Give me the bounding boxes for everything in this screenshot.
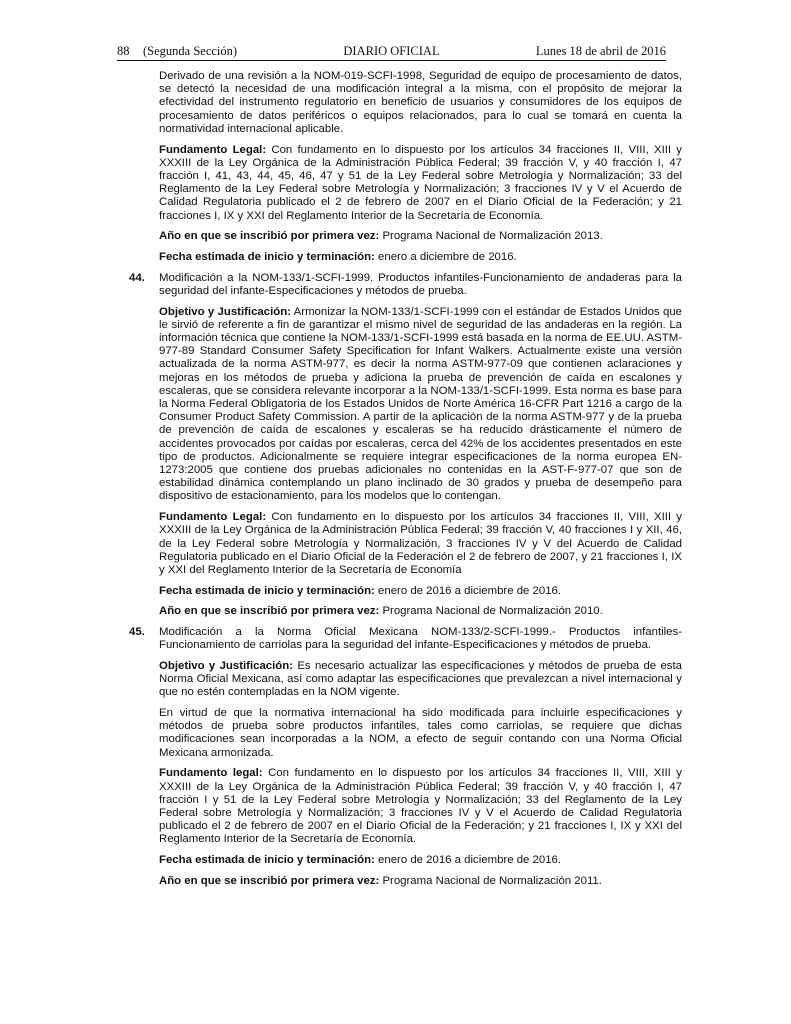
fundamento-label: Fundamento Legal: bbox=[159, 143, 267, 156]
page-number: 88 bbox=[117, 44, 130, 58]
item-44-fecha bbox=[159, 585, 682, 598]
item-44-objetivo bbox=[159, 306, 682, 504]
fundamento-label: Fundamento legal: bbox=[159, 767, 263, 780]
item-44-title bbox=[129, 271, 682, 298]
anio-text: Programa Nacional de Normalización 2013. bbox=[379, 230, 603, 243]
item-45-fundamento bbox=[159, 767, 682, 846]
objetivo-text: Es necesario actualizar las especificaciones y métodos de prueba de esta Norma Oficial Mexicana, así como adaptar las especificaciones que prevalezcan a nivel internacional y que no estén contempladas en la NOM vigente. bbox=[159, 659, 682, 699]
item-title: Modificación a la NOM-133/1-SCFI-1999. Productos infantiles-Funcionamiento de andaderas para la seguridad del infante-Especificaciones y métodos de prueba. bbox=[159, 271, 682, 297]
fecha-label: Fecha estimada de inicio y terminación: bbox=[159, 584, 375, 597]
issue-date: Lunes 18 de abril de 2016 bbox=[535, 44, 666, 58]
intro-fundamento bbox=[159, 144, 682, 223]
item-45-anio bbox=[159, 875, 682, 888]
anio-text: Programa Nacional de Normalización 2011. bbox=[379, 874, 602, 887]
objetivo-text: Armonizar la NOM-133/1-SCFI-1999 con el estándar de Estados Unidos que le sirvió de referente a fin de garantizar el mismo nivel de seguridad de las andaderas en la región. La información técnica que contiene la NOM-133/1-SCFI-1999 está basada en la norma de EE.UU. ASTM-977-89 Standard Consumer Safety Specification for Infant Walkers. Actualmente existe una versión actualizada de la norma ASTM-977, es decir la norma ASTM-977-09 que contienen aclaraciones y mejoras en los métodos de prueba y adiciona la prueba de prevención de caída en escalones y escaleras, que se considera relevante incorporar a la NOM-133/1-SCFI-1999. Esta norma es base para la Norma Federal Obligatoria de los Estados Unidos de Norte América 16-CFR Part 1216 a cargo de la Consumer Product Safety Commission. A partir de la aplicación de la norma ASTM-977 y de la prueba de prevención de caída de escalones y escaleras se ha reducido drásticamente el número de accidentes provocados por caídas por escaleras, cerca del 42% de los accidentes presentados en este tipo de productos. Adicionalmente se requiere integrar especificaciones de la norma europea EN-1273:2005 que contiene dos pruebas adicionales no contenidas en la AST-F-977-07 que son de estabilidad dinámica contemplando un plano inclinado de 30 grados y prueba de desempeño para dispositivo de estacionamiento, para los modelos que lo contengan. bbox=[159, 305, 682, 503]
anio-label: Año en que se inscribió por primera vez: bbox=[159, 874, 380, 887]
item-45-title bbox=[129, 626, 682, 652]
fundamento-label: Fundamento Legal: bbox=[159, 511, 267, 524]
anio-label: Año en que se inscribió por primera vez: bbox=[159, 605, 380, 618]
item-44-fundamento bbox=[159, 511, 682, 577]
header-rule bbox=[117, 60, 666, 61]
intro-fecha bbox=[159, 251, 682, 264]
objetivo-label: Objetivo y Justificación: bbox=[159, 659, 293, 672]
objetivo-label: Objetivo y Justificación: bbox=[159, 305, 291, 318]
item-number: 44. bbox=[129, 271, 145, 284]
item-title: Modificación a la Norma Oficial Mexicana NOM-133/2-SCFI-1999.- Productos infantiles-Funcionamiento de carriolas para la seguridad del infante-Especificaciones y métodos de prueba. bbox=[159, 626, 682, 652]
item-number: 45. bbox=[129, 626, 145, 639]
fecha-text: enero de 2016 a diciembre de 2016. bbox=[374, 584, 562, 597]
fundamento-text: Con fundamento en lo dispuesto por los artículos 34 fracciones II, VIII, XIII y XXXIII de la Ley Orgánica de la Administración Pública Federal; 39 fracción V, y 40 fracción I, 47 fracción I y 51 de la Ley Federal sobre Metrología y Normalización; 33 del Reglamento de la Ley Federal sobre Metrología y Normalización; 3 fracciones IV y V el Acuerdo de Calidad Regulatoria publicado el 2 de febrero de 2007 en el Diario Oficial de la Federación; y 21 fracciones I, IX y XXI del Reglamento Interior de la Secretaría de Economía. bbox=[159, 767, 682, 846]
fecha-label: Fecha estimada de inicio y terminación: bbox=[159, 250, 375, 263]
item-45-fecha bbox=[159, 854, 682, 867]
anio-text: Programa Nacional de Normalización 2010. bbox=[379, 605, 603, 618]
item-45-objetivo bbox=[159, 660, 682, 700]
intro-anio bbox=[159, 230, 682, 243]
newspaper-title: DIARIO OFICIAL bbox=[343, 44, 440, 58]
section-label: (Segunda Sección) bbox=[143, 44, 238, 58]
item-44-anio bbox=[159, 605, 682, 618]
fundamento-text: Con fundamento en lo dispuesto por los artículos 34 fracciones II, VIII, XIII y XXXIII de la Ley Orgánica de la Administración Pública Federal; 39 fracción V, y 40 fracción I, 47 fracción I, 41, 43, 44, 45, 46, 47 y 51 de la Ley Federal sobre Metrología y Normalización; 33 del Reglamento de la Ley Federal sobre Metrología y Normalización; 3 fracciones IV y V el Acuerdo de Calidad Regulatoria publicado el 2 de febrero de 2007 en el Diario Oficial de la Federación; y 21 fracciones I, IX y XXI del Reglamento Interior de la Secretaría de Economía. bbox=[159, 143, 682, 222]
fundamento-text: Con fundamento en lo dispuesto por los artículos 34 fracciones II, VIII, XIII y XXXIII de la Ley Orgánica de la Administración Pública Federal; 39 fracción V, 40 fracciones I y XII, 46, de la Ley Federal sobre Metrología y Normalización, 3 fracciones IV y V del Acuerdo de Calidad Regulatoria publicado en el Diario Oficial de la Federación el 2 de febrero de 2007, y 21 fracciones I, IX y XXI del Reglamento Interior de la Secretaría de Economía bbox=[159, 511, 682, 576]
document-body bbox=[129, 70, 682, 895]
fecha-text: enero de 2016 a diciembre de 2016. bbox=[374, 854, 562, 867]
anio-label: Año en que se inscribió por primera vez: bbox=[159, 230, 380, 243]
item-45-objetivo-continued: En virtud de que la normativa internacional ha sido modificada para incluirle especificaciones y métodos de prueba sobre productos infantiles, tales como carriolas, se requiere que dichas modificaciones sean incorporadas a la NOM, a efecto de seguir contando con una Norma Oficial Mexicana armonizada. bbox=[159, 707, 682, 759]
intro-paragraph: Derivado de una revisión a la NOM-019-SCFI-1998, Seguridad de equipo de procesamiento de datos, se detectó la necesidad de una modificación integral a la misma, con el propósito de mejorar la efectividad del instrumento regulatorio en beneficio de usuarios y consumidores de los equipos de procesamiento de datos periféricos o equipos relacionados, para lo cual se tomará en cuenta la normatividad internacional aplicable. bbox=[159, 70, 682, 135]
fecha-label: Fecha estimada de inicio y terminación: bbox=[159, 854, 375, 867]
fecha-text: enero a diciembre de 2016. bbox=[374, 250, 517, 263]
